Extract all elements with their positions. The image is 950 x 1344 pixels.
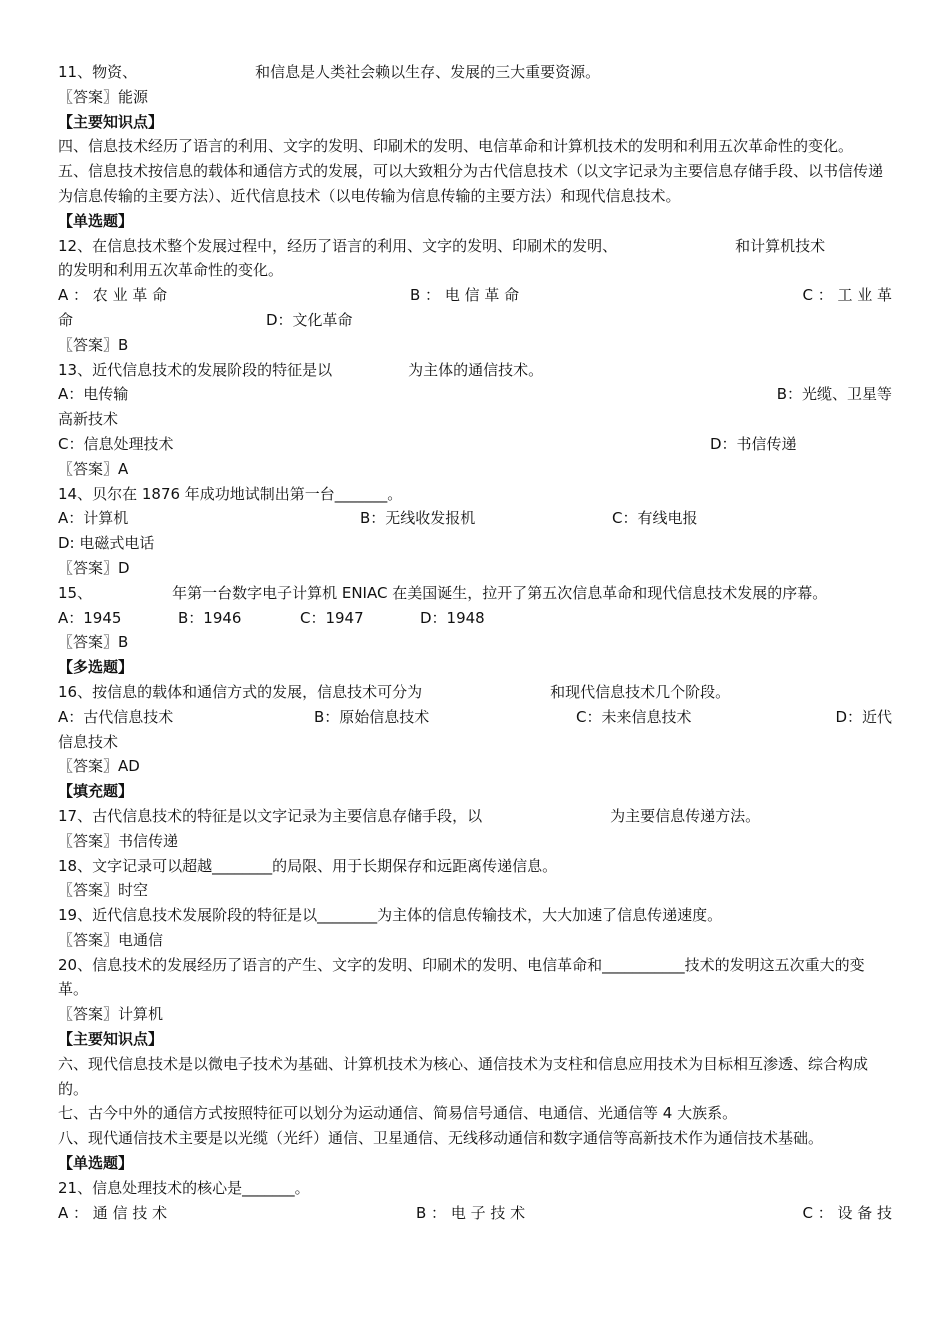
option-d: D：近代 [835, 707, 892, 726]
section-heading: 【多选题】 [58, 658, 134, 677]
section-heading: 【主要知识点】 [58, 1030, 164, 1049]
section-heading: 【单选题】 [58, 211, 134, 230]
question-11 [58, 60, 892, 85]
options-13 [58, 382, 892, 407]
question-13 [58, 358, 892, 383]
option-b: B：光缆、卫星等 [776, 385, 892, 404]
answer-13: 〖答案〗A [58, 459, 129, 478]
option-c: C：信息处理技术 [58, 434, 174, 453]
option-c: C ： 工 业 革 [802, 286, 892, 305]
knowledge-point-5: 五、信息技术按信息的载体和通信方式的发展，可以大致粗分为古代信息技术（以文字记录为主要信息存储手段、以书信传递为信息传输的主要方法）、近代信息技术（以电传输为信息传输的主要方法）和现代信息技术。 [58, 162, 884, 205]
section-heading: 【单选题】 [58, 1154, 134, 1173]
question-12 [58, 234, 892, 259]
question-text: 11、物资、 [58, 63, 138, 81]
question-19: 19、近代信息技术发展阶段的特征是以________为主体的信息传输技术，大大加速了信息传递速度。 [58, 906, 723, 925]
option-d-cont: 信息技术 [58, 732, 119, 751]
option-a: A：电传输 [58, 385, 129, 404]
options-12-cont [58, 308, 892, 333]
options-13-cont [58, 432, 892, 457]
option-c: C：1947 [300, 608, 364, 627]
answer-15: 〖答案〗B [58, 633, 129, 652]
option-a: A：计算机 [58, 509, 129, 528]
answer-11: 〖答案〗能源 [58, 87, 149, 106]
options-15 [58, 606, 892, 631]
question-20: 20、信息技术的发展经历了语言的产生、文字的发明、印刷术的发明、电信革命和___________技术的发明这五次重大的变革。 [58, 955, 865, 999]
knowledge-point-6: 六、现代信息技术是以微电子技术为基础、计算机技术为核心、通信技术为支柱和信息应用技术为目标相互渗透、综合构成的。 [58, 1054, 869, 1098]
answer-17: 〖答案〗书信传递 [58, 831, 179, 850]
option-d: D: 电磁式电话 [58, 534, 155, 553]
option-d: D：文化革命 [266, 310, 353, 329]
knowledge-point-7: 七、古今中外的通信方式按照特征可以划分为运动通信、简易信号通信、电通信、光通信等 4 大族系。 [58, 1104, 738, 1123]
question-16 [58, 680, 892, 705]
question-text: 12、在信息技术整个发展过程中，经历了语言的利用、文字的发明、印刷术的发明、 [58, 236, 618, 255]
question-12-cont: 的发明和利用五次革命性的变化。 [58, 261, 284, 280]
option-d: D：1948 [420, 608, 485, 627]
options-12 [58, 283, 892, 308]
section-heading: 【主要知识点】 [58, 112, 164, 131]
question-text: 年第一台数字电子计算机 ENIAC 在美国诞生，拉开了第五次信息革命和现代信息技术发展的序幕。 [172, 583, 828, 602]
question-text: 为主要信息传递方法。 [610, 806, 761, 825]
option-b: B：1946 [178, 608, 242, 627]
option-b: B：无线收发报机 [360, 509, 476, 528]
option-a: A：1945 [58, 608, 122, 627]
question-21: 21、信息处理技术的核心是_______。 [58, 1178, 310, 1197]
question-text: 和现代信息技术几个阶段。 [550, 682, 731, 701]
option-c: C：未来信息技术 [576, 707, 692, 726]
question-17 [58, 804, 892, 829]
answer-18: 〖答案〗时空 [58, 881, 149, 900]
question-text: 13、近代信息技术的发展阶段的特征是以 [58, 360, 333, 379]
options-14 [58, 506, 892, 531]
option-c-cont: 命 [58, 310, 74, 329]
knowledge-point-8: 八、现代通信技术主要是以光缆（光纤）通信、卫星通信、无线移动通信和数字通信等高新技术作为通信技术基础。 [58, 1129, 824, 1148]
question-15 [58, 581, 892, 606]
options-21 [58, 1201, 892, 1226]
options-16 [58, 705, 892, 730]
document-page [58, 60, 892, 1225]
knowledge-point-4: 四、信息技术经历了语言的利用、文字的发明、印刷术的发明、电信革命和计算机技术的发明和利用五次革命性的变化。 [58, 137, 854, 156]
answer-16: 〖答案〗AD [58, 757, 140, 776]
question-text: 17、古代信息技术的特征是以文字记录为主要信息存储手段，以 [58, 806, 483, 825]
question-18: 18、文字记录可以超越________的局限、用于长期保存和远距离传递信息。 [58, 856, 558, 875]
option-a: A：古代信息技术 [58, 707, 174, 726]
answer-20: 〖答案〗计算机 [58, 1005, 164, 1024]
option-d: D：书信传递 [710, 434, 797, 453]
answer-12: 〖答案〗B [58, 335, 129, 354]
question-text: 和计算机技术 [735, 236, 826, 255]
question-14: 14、贝尔在 1876 年成功地试制出第一台_______。 [58, 484, 403, 503]
question-text: 为主体的通信技术。 [408, 360, 544, 379]
option-c: C：有线电报 [612, 509, 698, 528]
option-b-cont: 高新技术 [58, 410, 119, 429]
option-a: A ： 通 信 技 术 [58, 1203, 168, 1222]
option-b: B ： 电 信 革 命 [410, 286, 520, 305]
question-text: 15、 [58, 583, 93, 602]
option-b: B ： 电 子 技 术 [416, 1203, 526, 1222]
option-c: C ： 设 备 技 [802, 1203, 892, 1222]
question-text: 和信息是人类社会赖以生存、发展的三大重要资源。 [255, 63, 601, 81]
section-heading: 【填充题】 [58, 782, 134, 801]
option-b: B：原始信息技术 [314, 707, 430, 726]
question-text: 16、按信息的载体和通信方式的发展，信息技术可分为 [58, 682, 423, 701]
option-a: A ： 农 业 革 命 [58, 286, 168, 305]
answer-14: 〖答案〗D [58, 558, 130, 577]
answer-19: 〖答案〗电通信 [58, 930, 164, 949]
